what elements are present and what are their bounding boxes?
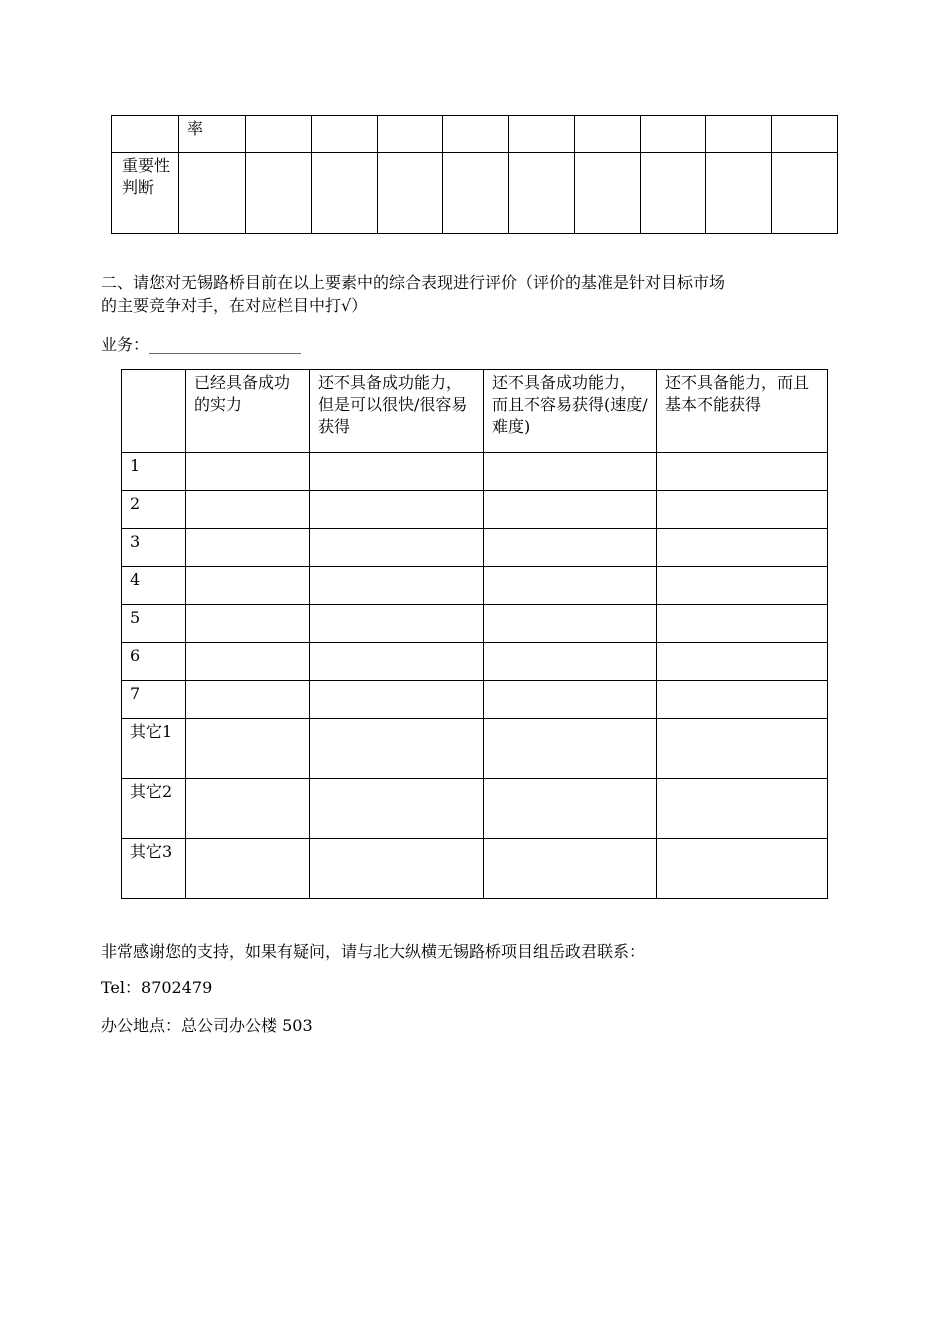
table-cell xyxy=(186,529,310,567)
row-label: 7 xyxy=(122,681,186,719)
tel-text: Tel：8702479 xyxy=(101,978,213,997)
table-cell xyxy=(484,779,657,839)
table-cell xyxy=(186,719,310,779)
row-label: 其它2 xyxy=(122,779,186,839)
table-cell xyxy=(311,116,377,153)
table-cell xyxy=(484,643,657,681)
table-cell xyxy=(310,529,484,567)
header-cell-hard-to-obtain: 还不具备成功能力，而且不容易获得(速度/难度) xyxy=(484,370,657,453)
table-cell xyxy=(706,116,772,153)
office-text: 办公地点：总公司办公楼 503 xyxy=(101,1016,313,1035)
table-cell xyxy=(657,719,828,779)
table-cell xyxy=(484,605,657,643)
table-cell xyxy=(484,719,657,779)
row-label: 其它3 xyxy=(122,839,186,899)
table-cell xyxy=(186,681,310,719)
table-cell xyxy=(484,529,657,567)
section2-heading xyxy=(101,271,725,317)
table-row xyxy=(122,567,828,605)
table-cell xyxy=(186,779,310,839)
table-cell xyxy=(657,605,828,643)
table-cell xyxy=(186,491,310,529)
business-label: 业务： xyxy=(101,335,150,354)
header-cell-quickly-obtainable: 还不具备成功能力，但是可以很快/很容易获得 xyxy=(310,370,484,453)
table-cell xyxy=(377,153,443,234)
table-cell xyxy=(640,116,706,153)
table-cell xyxy=(772,153,838,234)
table-cell xyxy=(246,116,312,153)
table-cell xyxy=(311,153,377,234)
header-cell-empty xyxy=(122,370,186,453)
table-cell xyxy=(484,453,657,491)
table-cell xyxy=(186,453,310,491)
table-cell xyxy=(179,153,246,234)
table-row xyxy=(122,605,828,643)
table-cell xyxy=(657,567,828,605)
table-cell xyxy=(484,491,657,529)
table-row xyxy=(112,116,838,153)
table-cell xyxy=(310,491,484,529)
table-row xyxy=(122,453,828,491)
heading-line-1: 二、请您对无锡路桥目前在以上要素中的综合表现进行评价（评价的基准是针对目标市场 xyxy=(101,273,726,292)
row-label-rate: 率 xyxy=(179,116,246,153)
table-row xyxy=(112,153,838,234)
table-cell xyxy=(640,153,706,234)
table-cell xyxy=(112,116,179,153)
row-label: 2 xyxy=(122,491,186,529)
table-cell xyxy=(310,839,484,899)
table-cell xyxy=(706,153,772,234)
evaluation-table xyxy=(121,369,828,899)
header-cell-capable: 已经具备成功的实力 xyxy=(186,370,310,453)
table-cell xyxy=(310,453,484,491)
table-cell xyxy=(657,529,828,567)
table-cell xyxy=(310,779,484,839)
table-cell xyxy=(186,643,310,681)
table-cell xyxy=(186,839,310,899)
table-cell xyxy=(246,153,312,234)
table-cell xyxy=(657,681,828,719)
table-cell xyxy=(657,491,828,529)
table-cell xyxy=(186,567,310,605)
table-header-row xyxy=(122,370,828,453)
table-cell xyxy=(657,643,828,681)
table-row xyxy=(122,643,828,681)
table-row xyxy=(122,719,828,779)
business-blank: ___________________ xyxy=(149,335,302,354)
heading-line-2: 的主要竞争对手，在对应栏目中打√） xyxy=(101,296,368,315)
row-label: 1 xyxy=(122,453,186,491)
table-cell xyxy=(509,153,575,234)
table-cell xyxy=(574,153,640,234)
table-cell xyxy=(310,719,484,779)
table-cell xyxy=(443,153,509,234)
table-cell xyxy=(377,116,443,153)
table-row xyxy=(122,839,828,899)
thanks-text: 非常感谢您的支持，如果有疑问，请与北大纵横无锡路桥项目组岳政君联系： xyxy=(101,942,646,961)
table-row xyxy=(122,681,828,719)
table-cell xyxy=(772,116,838,153)
row-label: 6 xyxy=(122,643,186,681)
row-label: 其它1 xyxy=(122,719,186,779)
table-row xyxy=(122,779,828,839)
table-cell xyxy=(657,779,828,839)
row-label: 4 xyxy=(122,567,186,605)
row-label: 5 xyxy=(122,605,186,643)
row-label: 3 xyxy=(122,529,186,567)
business-line xyxy=(101,333,301,356)
table-cell xyxy=(484,681,657,719)
table-cell xyxy=(310,643,484,681)
table-cell xyxy=(186,605,310,643)
table-cell xyxy=(657,453,828,491)
table-cell xyxy=(484,567,657,605)
row-label-importance: 重要性判断 xyxy=(112,153,179,234)
table-cell xyxy=(657,839,828,899)
table-cell xyxy=(574,116,640,153)
header-cell-not-obtainable: 还不具备能力，而且基本不能获得 xyxy=(657,370,828,453)
table-cell xyxy=(310,567,484,605)
table-cell xyxy=(484,839,657,899)
importance-table xyxy=(111,115,838,234)
table-row xyxy=(122,491,828,529)
table-cell xyxy=(310,681,484,719)
table-cell xyxy=(443,116,509,153)
table-row xyxy=(122,529,828,567)
table-cell xyxy=(310,605,484,643)
table-cell xyxy=(509,116,575,153)
